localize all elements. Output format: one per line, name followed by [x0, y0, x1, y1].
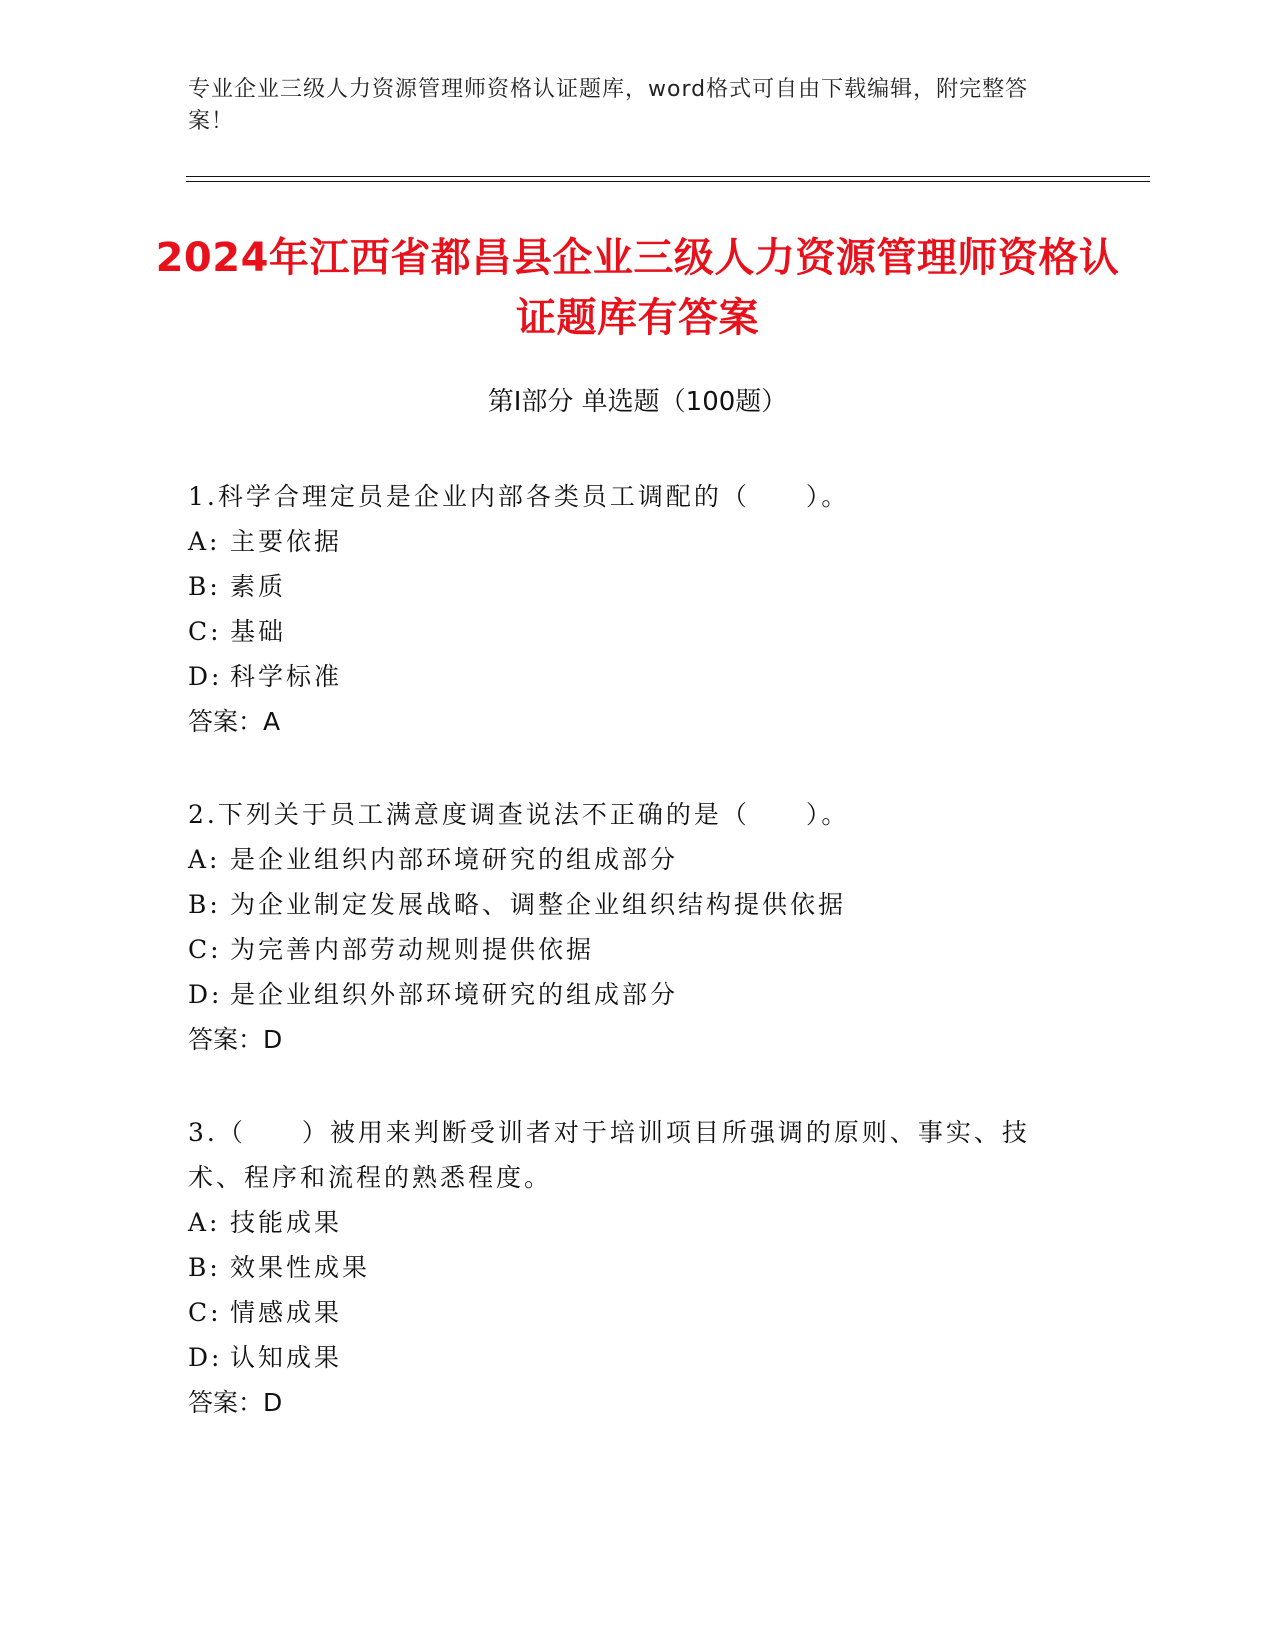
option-c [188, 927, 1068, 972]
option-text: 科学标准 [230, 662, 343, 691]
document-title: 2024年江西省都昌县企业三级人力资源管理师资格认证题库有答案 [155, 235, 1120, 341]
option-b [188, 1245, 1068, 1290]
option-a [188, 1200, 1068, 1245]
option-b [188, 564, 1068, 609]
question-stem: 2.下列关于员工满意度调查说法不正确的是（ ）。 [188, 800, 850, 829]
question-stem: 1.科学合理定员是企业内部各类员工调配的（ ）。 [188, 482, 850, 511]
question-1 [188, 474, 1068, 744]
question-list [188, 474, 1068, 1473]
option-key: B: [188, 1253, 221, 1282]
question-stem: 3.（ ）被用来判断受训者对于培训项目所强调的原则、事实、技术、程序和流程的熟悉程度。 [188, 1118, 1030, 1192]
option-text: 基础 [230, 617, 287, 646]
option-c [188, 609, 1068, 654]
option-text: 技能成果 [230, 1208, 343, 1237]
option-text: 主要依据 [230, 527, 343, 556]
option-text: 素质 [230, 572, 287, 601]
option-key: D: [188, 1343, 223, 1372]
option-key: C: [188, 617, 222, 646]
option-key: A: [188, 1208, 221, 1237]
option-text: 效果性成果 [230, 1253, 371, 1282]
answer-line: 答案：A [188, 707, 281, 736]
option-key: C: [188, 1298, 222, 1327]
section-heading: 第I部分 单选题（100题） [487, 387, 788, 417]
option-c [188, 1290, 1068, 1335]
option-text: 是企业组织内部环境研究的组成部分 [230, 845, 679, 874]
question-2 [188, 792, 1068, 1062]
option-a [188, 519, 1068, 564]
option-d [188, 654, 1068, 699]
option-text: 是企业组织外部环境研究的组成部分 [230, 980, 679, 1009]
option-key: D: [188, 980, 223, 1009]
option-a [188, 837, 1068, 882]
option-key: C: [188, 935, 222, 964]
option-text: 为企业制定发展战略、调整企业组织结构提供依据 [230, 890, 847, 919]
answer-line: 答案：D [188, 1025, 283, 1054]
question-3 [188, 1110, 1068, 1425]
option-key: A: [188, 527, 221, 556]
header-double-rule [186, 176, 1150, 182]
option-key: D: [188, 662, 223, 691]
option-text: 认知成果 [230, 1343, 343, 1372]
option-text: 为完善内部劳动规则提供依据 [230, 935, 595, 964]
option-d [188, 972, 1068, 1017]
option-text: 情感成果 [230, 1298, 343, 1327]
option-key: A: [188, 845, 221, 874]
option-key: B: [188, 890, 221, 919]
option-d [188, 1335, 1068, 1380]
header-note: 专业企业三级人力资源管理师资格认证题库，word格式可自由下载编辑，附完整答案！ [188, 77, 1029, 134]
option-b [188, 882, 1068, 927]
answer-line: 答案：D [188, 1388, 283, 1417]
option-key: B: [188, 572, 221, 601]
